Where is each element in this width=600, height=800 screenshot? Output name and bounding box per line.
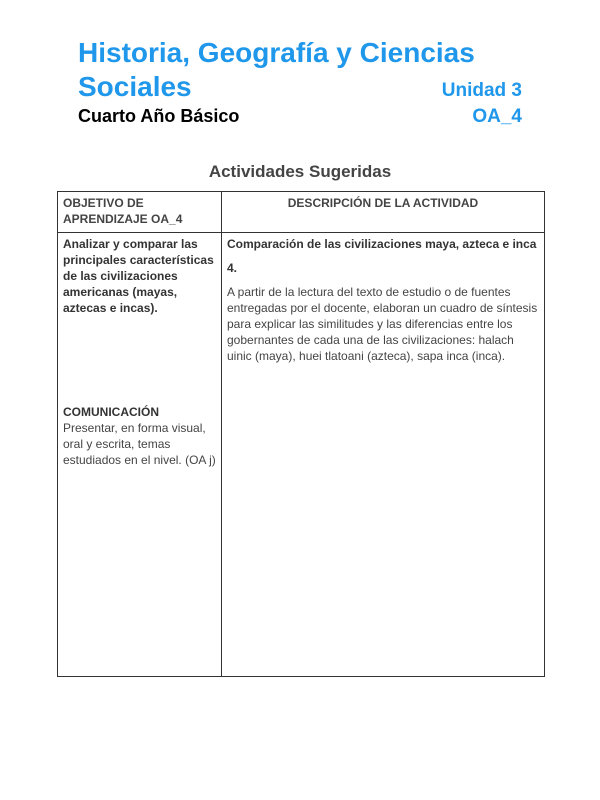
document-header bbox=[78, 36, 522, 128]
objective-cell bbox=[58, 233, 222, 677]
document-title-line-1: Historia, Geografía y Ciencias bbox=[78, 37, 475, 68]
grade-label: Cuarto Año Básico bbox=[78, 106, 240, 126]
activity-cell bbox=[222, 233, 545, 677]
table-row bbox=[58, 233, 545, 677]
communication-heading: COMUNICACIÓN bbox=[63, 405, 159, 419]
description-column-header: DESCRIPCIÓN DE LA ACTIVIDAD bbox=[222, 192, 545, 233]
activity-title: Comparación de las civilizaciones maya, azteca e inca bbox=[227, 237, 537, 251]
communication-text: Presentar, en forma visual, oral y escrita, temas estudiados en el nivel. (OA j) bbox=[63, 421, 216, 467]
activity-description: A partir de la lectura del texto de estudio o de fuentes entregadas por el docente, elaboran un cuadro de síntesis para explicar las similitudes y las diferencias entre los gobernantes de cada una de las civilizaciones: halach uinic (maya), huei tlatoani (azteca), sapa inca (inca). bbox=[227, 285, 538, 363]
unit-label: Unidad 3 bbox=[441, 80, 522, 101]
grade-oa-row bbox=[78, 106, 522, 128]
document-title-line-2: Sociales bbox=[78, 71, 192, 102]
objective-text: Analizar y comparar las principales características de las civilizaciones americanas (mayas, aztecas e incas). bbox=[63, 237, 214, 315]
objective-column-header: OBJETIVO DE APRENDIZAJE OA_4 bbox=[58, 192, 222, 233]
activity-number: 4. bbox=[227, 261, 238, 275]
title-unit-row bbox=[78, 70, 522, 104]
activity-table bbox=[57, 191, 545, 677]
section-heading: Actividades Sugeridas bbox=[208, 162, 392, 181]
oa-code-label: OA_4 bbox=[472, 106, 522, 127]
table-header-row bbox=[58, 192, 545, 233]
